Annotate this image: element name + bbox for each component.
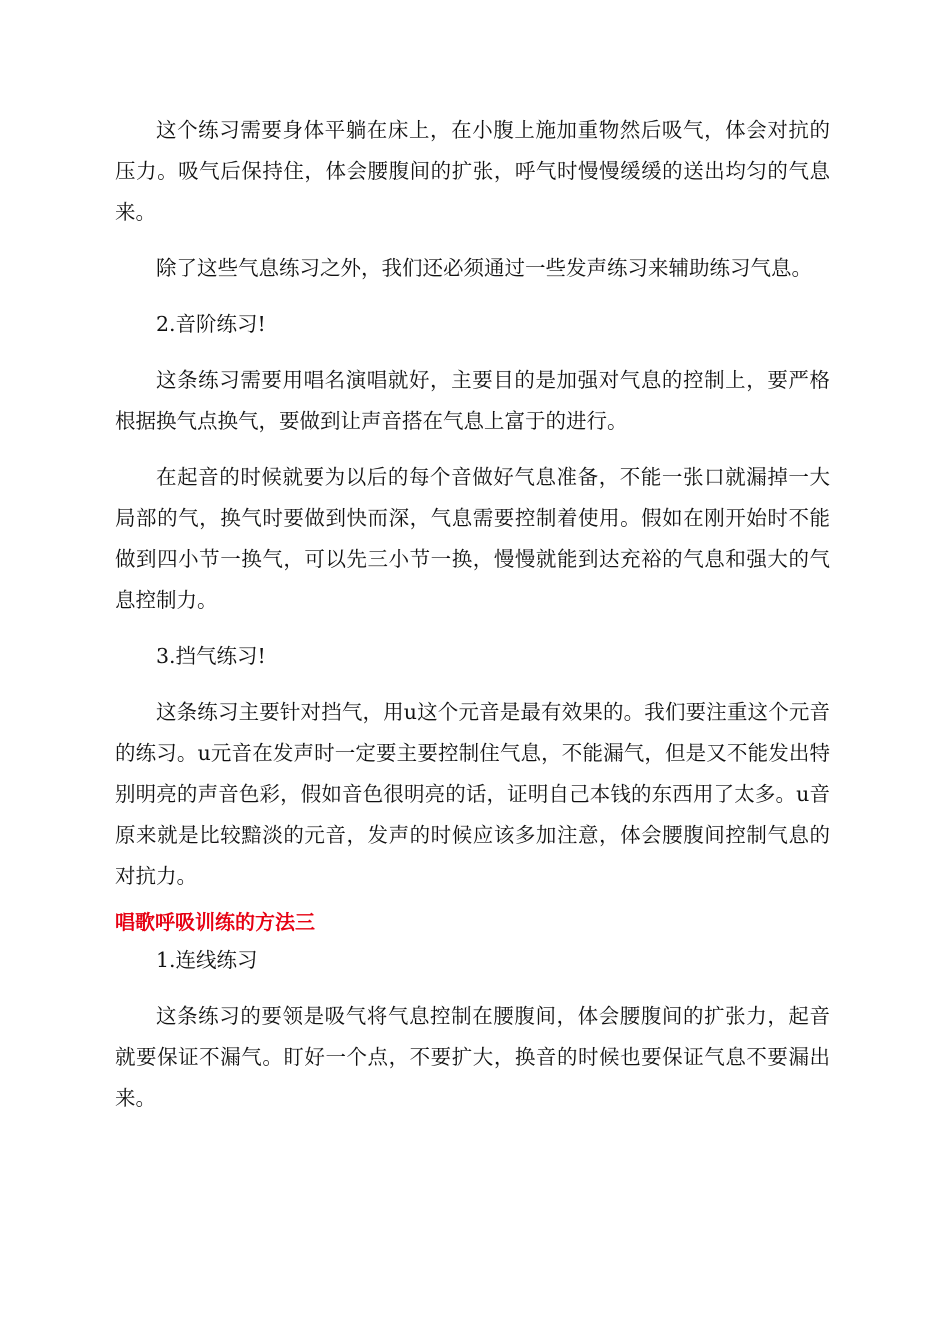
- paragraph-onset-breath: 在起音的时候就要为以后的每个音做好气息准备，不能一张口就漏掉一大局部的气，换气时要做到快而深，气息需要控制着使用。假如在刚开始时不能做到四小节一换气，可以先三小节一换，慢慢就能到达充裕的气息和强大的气息控制力。: [115, 465, 830, 612]
- paragraph-u-vowel: 这条练习主要针对挡气，用u这个元音是最有效果的。我们要注重这个元音的练习。u元音在发声时一定要主要控制住气息，不能漏气，但是又不能发出特别明亮的声音色彩，假如音色很明亮的话，证明自己本钱的东西用了太多。u音原来就是比较黯淡的元音，发声的时候应该多加注意，体会腰腹间控制气息的对抗力。: [115, 700, 830, 888]
- paragraph-vocal-assist: 除了这些气息练习之外，我们还必须通过一些发声练习来辅助练习气息。: [156, 256, 812, 280]
- item-scale-practice: 2.音阶练习!: [156, 312, 266, 336]
- document-body: [115, 110, 830, 1134]
- item-legato-practice: 1.连线练习: [156, 948, 258, 972]
- paragraph-legato-essentials: 这条练习的要领是吸气将气息控制在腰腹间，体会腰腹间的扩张力，起音就要保证不漏气。盯好一个点，不要扩大，换音的时候也要保证气息不要漏出来。: [115, 1004, 830, 1110]
- item-block-breath-practice: 3.挡气练习!: [156, 644, 266, 668]
- paragraph-lying-pressure-exercise: 这个练习需要身体平躺在床上，在小腹上施加重物然后吸气，体会对抗的压力。吸气后保持住，体会腰腹间的扩张，呼气时慢慢缓缓的送出均匀的气息来。: [115, 118, 830, 224]
- paragraph-solfege-control: 这条练习需要用唱名演唱就好，主要目的是加强对气息的控制上，要严格根据换气点换气，要做到让声音搭在气息上富于的进行。: [115, 368, 830, 433]
- section-heading-method-three: 唱歌呼吸训练的方法三: [115, 910, 315, 934]
